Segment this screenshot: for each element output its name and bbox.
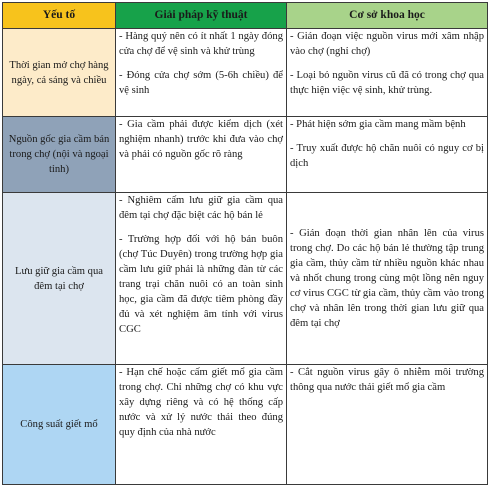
solution-item: - Gia cầm phải được kiểm dịch (xét nghiệm nhanh) trước khi đưa vào chợ và phải có nguồn gốc rõ ràng — [119, 119, 283, 160]
solution-item: - Nghiêm cấm lưu giữ gia cầm qua đêm tại chợ đặc biệt các hộ bán lẻ — [119, 195, 283, 221]
science-cell — [287, 365, 488, 485]
science-cell — [287, 117, 488, 193]
factor-cell: Nguồn gốc gia cầm bán trong chợ (nội và ngoại tỉnh) — [3, 117, 116, 193]
table-row — [3, 29, 488, 117]
science-item: - Truy xuất được hộ chăn nuôi có nguy cơ bị dịch — [290, 143, 484, 169]
solution-item: - Đóng cửa chợ sớm (5-6h chiều) để vệ sinh — [119, 70, 283, 96]
science-item: - Cắt nguồn virus gây ô nhiễm môi trường thông qua nước thải giết mổ gia cầm — [290, 367, 484, 393]
header-row — [3, 3, 488, 29]
solution-item: - Hạn chế hoặc cấm giết mổ gia cầm trong chợ. Chỉ những chợ có khu vực xây dựng riêng và có hệ thống cấp nước và xử lý nước thải theo đúng quy định của nhà nước — [119, 367, 283, 438]
solution-item: - Hàng quý nên có ít nhất 1 ngày đóng cửa chợ để vệ sinh và khử trùng — [119, 31, 283, 57]
factor-cell: Lưu giữ gia cầm qua đêm tại chợ — [3, 193, 116, 365]
header-science: Cơ sở khoa học — [287, 3, 488, 29]
factor-cell: Công suất giết mổ — [3, 365, 116, 485]
header-factor: Yếu tố — [3, 3, 116, 29]
solution-cell — [116, 29, 287, 117]
science-cell — [287, 29, 488, 117]
science-item: - Gián đoạn việc nguồn virus mới xâm nhập vào chợ (nghỉ chợ) — [290, 31, 484, 57]
header-solution: Giải pháp kỹ thuật — [116, 3, 287, 29]
biosecurity-table — [2, 2, 488, 485]
science-item: - Gián đoạn thời gian nhân lên của virus trong chợ. Do các hộ bán lẻ thường tập trung gia cầm, thủy cầm từ nhiều nguồn khác nhau và nhốt chung trong cùng một lồng nên nguy cơ virus CGC từ gia cầm, thủy cầm vào trong chợ và nhân lên trong thời gian lưu giữ qua đêm tại chợ — [290, 228, 484, 329]
solution-cell — [116, 193, 287, 365]
solution-item: - Trường hợp đối với hộ bán buôn (chợ Túc Duyên) trong trường hợp gia cầm lưu giữ phải là những đàn từ các trang trại chăn nuôi có an toàn sinh học, gia cầm đã được tiêm phòng đầy đủ và xét nghiệm âm tính với virus CGC — [119, 234, 283, 335]
science-item: - Phát hiện sớm gia cầm mang mầm bệnh — [290, 119, 466, 130]
factor-cell: Thời gian mở chợ hàng ngày, cả sáng và chiều — [3, 29, 116, 117]
table-row — [3, 365, 488, 485]
science-cell — [287, 193, 488, 365]
table-row — [3, 117, 488, 193]
document-table-wrapper — [2, 2, 487, 484]
solution-cell — [116, 365, 287, 485]
solution-cell — [116, 117, 287, 193]
table-row — [3, 193, 488, 365]
science-item: - Loại bỏ nguồn virus cũ đã có trong chợ qua thực hiện việc vệ sinh, khử trùng. — [290, 70, 484, 96]
